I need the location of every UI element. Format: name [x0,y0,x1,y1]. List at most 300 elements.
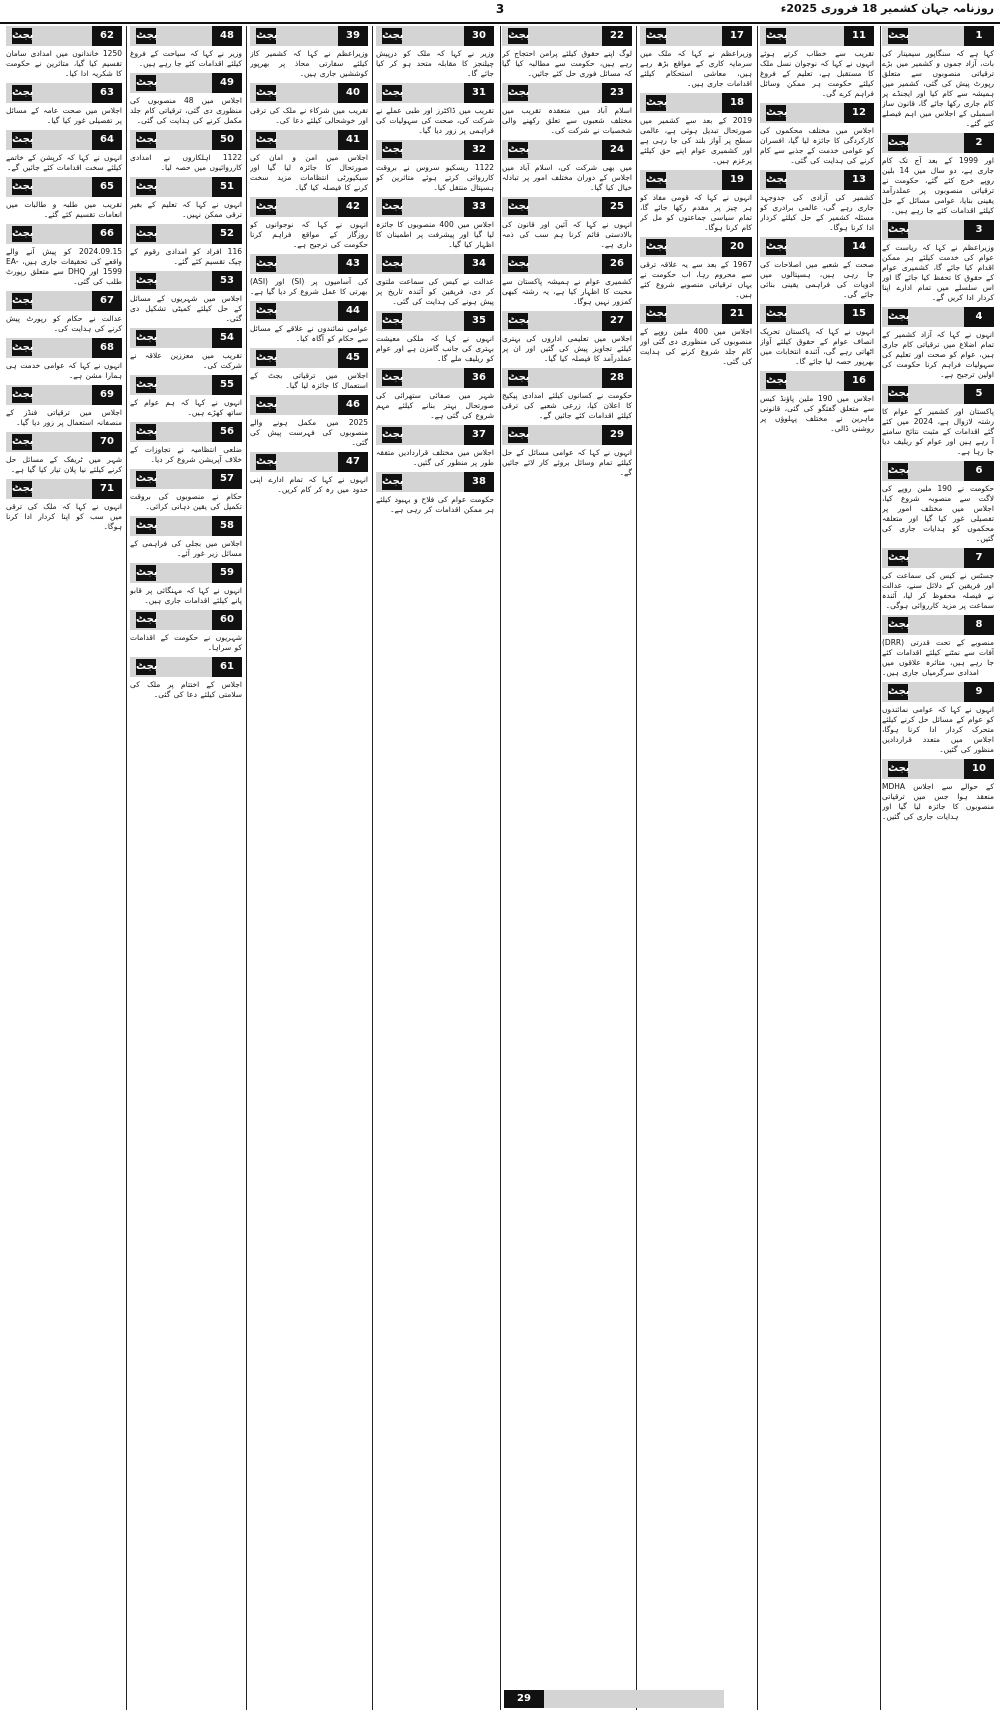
news-item-number: 34 [464,254,494,274]
news-item-body: انہوں نے کہا کہ تعلیم کے بغیر ترقی ممکن نہیں۔ [130,200,242,219]
news-item-body: عدالت نے حکام کو رپورٹ پیش کرنے کی ہدایت کی۔ [6,314,122,333]
news-item-badge: بجٹ [136,518,156,534]
news-item-header [502,83,632,103]
news-item-badge: بجٹ [136,273,156,289]
news-item-header [502,140,632,160]
news-item-number: 65 [92,177,122,197]
news-item-header [6,26,122,46]
news-item-badge: بجٹ [136,612,156,628]
news-item-body: اجلاس میں تعلیمی اداروں کی بہتری کیلئے تجاویز پیش کی گئیں اور ان پر عملدرآمد کا فیصلہ کیا گیا۔ [502,334,632,363]
news-item-number: 53 [212,271,242,291]
news-item-body: انہوں نے کہا کہ آئین اور قانون کی بالادستی قائم کرنا ہم سب کی ذمہ داری ہے۔ [502,220,632,249]
news-item-body: (DRR) منصوبے کے تحت قدرتی آفات سے نمٹنے کیلئے اقدامات کئے جا رہے ہیں، متاثرہ علاقوں میں امدادی سرگرمیاں جاری ہیں۔ [882,638,994,677]
news-item-badge: بجٹ [888,135,908,151]
news-item [376,83,494,136]
news-item-badge: بجٹ [382,85,402,101]
news-item [640,93,752,166]
news-item-number: 8 [964,615,994,635]
news-item-header [250,83,368,103]
news-item-body: اجلاس میں صحت عامہ کے مسائل پر تفصیلی غور کیا گیا۔ [6,106,122,125]
news-item-body: تقریب میں شرکاء نے ملک کی ترقی اور خوشحالی کیلئے دعا کی۔ [250,106,368,125]
news-item-body: انہوں نے کہا کہ ملکی معیشت بہتری کی جانب گامزن ہے اور عوام کو ریلیف ملے گا۔ [376,334,494,363]
news-item-badge: بجٹ [12,481,32,497]
news-item-number: 1 [964,26,994,46]
news-item-header [882,220,994,240]
news-item-body: کشمیری عوام نے ہمیشہ پاکستان سے محبت کا اظہار کیا ہے، یہ رشتہ کبھی کمزور نہیں ہوگا۔ [502,277,632,306]
news-item [376,254,494,307]
masthead [0,0,1000,24]
news-item-badge: بجٹ [888,617,908,633]
column-rule [126,26,127,1710]
news-item-badge: بجٹ [136,565,156,581]
news-item [6,224,122,287]
news-item-body: اجلاس میں 48 منصوبوں کی منظوری دی گئی، ترقیاتی کام جلد مکمل کرنے کی ہدایت کی گئی۔ [130,96,242,125]
news-item [502,83,632,136]
news-item-header [502,197,632,217]
news-item-number: 23 [602,83,632,103]
news-item [250,452,368,495]
news-item-number: 14 [844,237,874,257]
news-item-number: 21 [722,304,752,324]
news-item-number: 40 [338,83,368,103]
news-item [376,472,494,515]
news-item-number: 2 [964,133,994,153]
news-item-number: 71 [92,479,122,499]
news-item-badge: بجٹ [12,179,32,195]
news-item [130,516,242,559]
news-item [6,83,122,126]
news-item [6,177,122,220]
column-rule [880,26,881,1710]
news-item-number: 47 [338,452,368,472]
news-item [130,26,242,69]
news-item-header [6,177,122,197]
news-item-number: 49 [212,73,242,93]
news-item-header [130,375,242,395]
news-item-number: 32 [464,140,494,160]
news-item [882,461,994,544]
news-item-number: 30 [464,26,494,46]
news-item-header [130,130,242,150]
news-item-body: اجلاس میں مختلف قراردادیں متفقہ طور پر منظور کی گئیں۔ [376,448,494,467]
news-item-body: تقریب میں ڈاکٹرز اور طبی عملے نے شرکت کی، صحت کی سہولیات کی فراہمی پر زور دیا گیا۔ [376,106,494,135]
news-item-header [250,301,368,321]
news-item-badge: بجٹ [646,172,666,188]
news-item-badge: بجٹ [382,199,402,215]
news-item-header [6,130,122,150]
news-item [882,384,994,457]
news-item-badge: بجٹ [136,28,156,44]
column-8 [6,26,122,1710]
news-item-header [640,304,752,324]
news-item-badge: بجٹ [12,434,32,450]
news-item-badge: بجٹ [766,373,786,389]
news-item-number: 56 [212,422,242,442]
news-item-badge: بجٹ [646,306,666,322]
news-item-number: 69 [92,385,122,405]
news-item-number: 37 [464,425,494,445]
news-item [760,304,874,367]
news-item [130,328,242,371]
news-item-badge: بجٹ [136,75,156,91]
news-item-number: 52 [212,224,242,244]
news-item-badge: بجٹ [256,350,276,366]
news-item-number: 43 [338,254,368,274]
news-item-number: 17 [722,26,752,46]
news-item [502,425,632,478]
news-item [882,615,994,678]
news-item-header [376,425,494,445]
news-item-header [130,224,242,244]
news-item [640,170,752,233]
news-item-header [130,657,242,677]
news-item-badge: بجٹ [646,239,666,255]
news-item-badge: بجٹ [508,85,528,101]
news-item [130,73,242,126]
news-item-header [6,291,122,311]
news-item-number: 24 [602,140,632,160]
news-item [250,254,368,297]
news-item-number: 27 [602,311,632,331]
news-item-number: 25 [602,197,632,217]
news-item-header [250,130,368,150]
news-item [502,311,632,364]
news-item-badge: بجٹ [256,132,276,148]
news-item-body: عوامی نمائندوں نے علاقے کے مسائل سے حکام کو آگاہ کیا۔ [250,324,368,343]
news-item-badge: بجٹ [888,386,908,402]
news-item-badge: بجٹ [508,427,528,443]
news-item-body: شہر میں ٹریفک کے مسائل حل کرنے کیلئے نیا پلان تیار کیا گیا ہے۔ [6,455,122,474]
news-item [882,682,994,755]
news-item-header [882,307,994,327]
news-item-badge: بجٹ [12,85,32,101]
news-item-body: صحت کے شعبے میں اصلاحات کی جا رہی ہیں، ہسپتالوں میں ادویات کی فراہمی یقینی بنائی جائے گی۔ [760,260,874,299]
news-item-badge: بجٹ [888,309,908,325]
news-item-body: وزیراعظم نے کہا کہ کشمیر کاز کیلئے سفارتی محاذ پر بھرپور کوششیں جاری ہیں۔ [250,49,368,78]
news-item-header [376,368,494,388]
news-item-body: اجلاس میں 190 ملین پاؤنڈ کیس سے متعلق گفتگو کی گئی، قانونی ماہرین نے مختلف پہلوؤں پر روشنی ڈالی۔ [760,394,874,433]
column-2 [760,26,874,1710]
news-item-body: انہوں نے کہا کہ نوجوانوں کو روزگار کے مواقع فراہم کرنا حکومت کی ترجیح ہے۔ [250,220,368,249]
news-item-header [130,328,242,348]
column-5 [376,26,494,1710]
news-item-body: تقریب میں طلبہ و طالبات میں انعامات تقسیم کئے گئے۔ [6,200,122,219]
news-item-badge: بجٹ [646,95,666,111]
column-rule [372,26,373,1710]
news-item-number: 9 [964,682,994,702]
news-item [130,657,242,700]
news-item-header [640,93,752,113]
news-item [376,197,494,250]
news-item-number: 4 [964,307,994,327]
news-item-badge: بجٹ [508,199,528,215]
news-item-header [882,461,994,481]
news-item-body: وزیراعظم نے کہا کہ ملک میں سرمایہ کاری کے مواقع بڑھ رہے ہیں، معاشی استحکام کیلئے اقدامات جاری ہیں۔ [640,49,752,88]
news-item-badge: بجٹ [136,330,156,346]
news-item [250,395,368,448]
news-item-body: اجلاس میں 400 منصوبوں کا جائزہ لیا گیا اور پیشرفت پر اطمینان کا اظہار کیا گیا۔ [376,220,494,249]
news-item [250,197,368,250]
news-item-number: 42 [338,197,368,217]
news-item-number: 28 [602,368,632,388]
news-item-body: شہریوں نے حکومت کے اقدامات کو سراہا۔ [130,633,242,652]
news-item-number: 66 [92,224,122,244]
news-item-header [502,254,632,274]
news-item-header [6,479,122,499]
news-item-number: 38 [464,472,494,492]
news-item-header [250,254,368,274]
news-item [882,759,994,822]
news-item [502,197,632,250]
news-item [250,348,368,391]
news-item-body: اجلاس میں 400 ملین روپے کے منصوبوں کی منظوری دی گئی اور کام جلد شروع کرنے کی ہدایت کی گئی۔ [640,327,752,366]
news-item-header [882,26,994,46]
news-item-badge: بجٹ [508,256,528,272]
news-item-badge: بجٹ [766,306,786,322]
news-item-badge: بجٹ [888,28,908,44]
news-item-number: 35 [464,311,494,331]
news-item-header [376,140,494,160]
news-item-header [6,432,122,452]
news-item [250,130,368,193]
news-item-badge: بجٹ [12,132,32,148]
news-item-body: 2025 میں مکمل ہونے والے منصوبوں کی فہرست پیش کی گئی۔ [250,418,368,447]
news-item-number: 62 [92,26,122,46]
news-item-number: 36 [464,368,494,388]
news-item-number: 67 [92,291,122,311]
news-item-badge: بجٹ [646,28,666,44]
news-item-number: 46 [338,395,368,415]
news-item-number: 22 [602,26,632,46]
news-item [760,237,874,300]
news-item-body: کشمیر کی آزادی کی جدوجہد جاری رہے گی، عالمی برادری کو مسئلہ کشمیر کے حل کیلئے کردار ادا کرنا ہوگا۔ [760,193,874,232]
news-item-badge: بجٹ [382,474,402,490]
news-item-badge: بجٹ [382,313,402,329]
news-item-body: انہوں نے کہا کہ آزاد کشمیر کے تمام اضلاع میں ترقیاتی کام جاری ہیں، عوام کو صحت اور تعلیم کی سہولیات فراہم کرنا حکومت کی اولین ترجیح ہے۔ [882,330,994,379]
news-item-header [502,26,632,46]
news-item [760,103,874,166]
news-item-badge: بجٹ [888,463,908,479]
news-item-body: 116 افراد کو امدادی رقوم کے چیک تقسیم کئے گئے۔ [130,247,242,266]
news-item-body: اجلاس میں شہریوں کے مسائل کے حل کیلئے کمیٹی تشکیل دی گئی۔ [130,294,242,323]
news-item [6,479,122,532]
news-item-number: 18 [722,93,752,113]
news-item-body: 1122 ریسکیو سروس نے بروقت کارروائی کرتے ہوئے متاثرین کو ہسپتال منتقل کیا۔ [376,163,494,192]
news-item-body: انہوں نے کہا کہ کرپشن کے خاتمے کیلئے سخت اقدامات کئے جائیں گے۔ [6,153,122,172]
news-item [6,130,122,173]
news-item-badge: بجٹ [766,28,786,44]
news-item [6,385,122,428]
news-item-badge: بجٹ [888,761,908,777]
news-item-header [376,311,494,331]
news-item-body: تقریب سے خطاب کرتے ہوئے انہوں نے کہا کہ نوجوان نسل ملک کا مستقبل ہے، تعلیم کے فروغ کیلئے حکومت ہر ممکن وسائل فراہم کرے گی۔ [760,49,874,98]
news-item [376,311,494,364]
news-item-badge: بجٹ [136,179,156,195]
news-item-header [130,469,242,489]
news-item-number: 68 [92,338,122,358]
news-item-number: 50 [212,130,242,150]
news-item-number: 7 [964,548,994,568]
news-item-header [760,103,874,123]
news-item-header [882,548,994,568]
news-item [130,422,242,465]
news-item-badge: بجٹ [12,28,32,44]
news-item-number: 12 [844,103,874,123]
news-item [502,140,632,193]
news-item-number: 33 [464,197,494,217]
news-item [502,368,632,421]
news-item-body: 2019 کے بعد سے کشمیر میں صورتحال تبدیل ہوئی ہے، عالمی سطح پر آواز بلند کی جا رہی ہے اور کشمیری عوام اپنے حق کیلئے پرعزم ہیں۔ [640,116,752,165]
news-item-body: (ASI) اور (SI) کی آسامیوں پر بھرتی کا عمل شروع کر دیا گیا ہے۔ [250,277,368,296]
news-item-header [250,395,368,415]
news-item [130,469,242,512]
news-item-body: MDHA کے حوالے سے اجلاس منعقد ہوا جس میں ترقیاتی منصوبوں کا جائزہ لیا گیا اور ہدایات جاری کی گئیں۔ [882,782,994,821]
news-item [130,563,242,606]
news-item-header [882,615,994,635]
news-item-number: 64 [92,130,122,150]
news-item-body: انہوں نے کہا کہ ملک کی ترقی میں سب کو اپنا کردار ادا کرنا ہوگا۔ [6,502,122,531]
news-item-number: 5 [964,384,994,404]
column-rule [757,26,758,1710]
news-item-header [6,83,122,103]
news-item-header [130,422,242,442]
news-item [640,304,752,367]
news-item [6,291,122,334]
news-item-number: 58 [212,516,242,536]
news-item-header [130,563,242,583]
news-item [130,177,242,220]
news-item [882,26,994,129]
news-item-body: وزیراعظم نے کہا کہ ریاست کے عوام کی خدمت کیلئے ہر ممکن اقدام کیا جائے گا، کشمیری عوام کے حقوق کا تحفظ کیا جائے گا اور اس سلسلے میں تمام ادارے اپنا کردار ادا کریں گے۔ [882,243,994,302]
news-item-number: 29 [602,425,632,445]
news-item-body: حکومت نے کسانوں کیلئے امدادی پیکیج کا اعلان کیا، زرعی شعبے کی ترقی کیلئے اقدامات کئے جائیں گے۔ [502,391,632,420]
news-item-badge: بجٹ [256,85,276,101]
news-item-number: 59 [212,563,242,583]
news-item-number: 15 [844,304,874,324]
news-item-body: اجلاس کے اختتام پر ملک کی سلامتی کیلئے دعا کی گئی۔ [130,680,242,699]
news-item [760,26,874,99]
masthead-title: روزنامہ جہان کشمیر 18 فروری 2025ء [780,2,994,15]
news-item-header [6,338,122,358]
news-item-badge: بجٹ [766,239,786,255]
news-item-badge: بجٹ [136,226,156,242]
news-item-header [760,304,874,324]
news-item-header [760,170,874,190]
news-item-number: 3 [964,220,994,240]
news-item-badge: بجٹ [382,370,402,386]
news-item [882,548,994,611]
news-item-body: انہوں نے کہا کہ پاکستان تحریک انصاف عوام کے حقوق کیلئے آواز اٹھاتی رہے گی، آئندہ انتخابات میں بھرپور حصہ لیا جائے گا۔ [760,327,874,366]
news-item-header [640,237,752,257]
news-item [130,375,242,418]
news-item-number: 63 [92,83,122,103]
news-item-badge: بجٹ [766,172,786,188]
news-item-number: 13 [844,170,874,190]
news-item-body: تقریب میں معززین علاقہ نے شرکت کی۔ [130,351,242,370]
news-item [6,26,122,79]
news-item-body: 1250 خاندانوں میں امدادی سامان تقسیم کیا گیا، متاثرین نے حکومت کا شکریہ ادا کیا۔ [6,49,122,78]
news-item-number: 20 [722,237,752,257]
news-item-body: اور 1999 کے بعد آج تک کام جاری ہے، دو سال میں 14 بلین روپے خرچ کئے گئے، حکومت نے ترقیاتی منصوبوں پر عملدرآمد یقینی بنایا، عوامی مسائل کے حل کیلئے اقدامات کئے جا رہے ہیں۔ [882,156,994,215]
news-item [640,26,752,89]
news-item-body: 2024.09.15 کو پیش آنے والے واقعے کی تحقیقات جاری ہیں، EA-1599 اور DHQ سے متعلق رپورٹ طلب کی گئی۔ [6,247,122,286]
news-item-body: لوگ اپنے حقوق کیلئے پرامن احتجاج کر رہے ہیں، حکومت سے مطالبہ کیا گیا کہ مسائل فوری حل کئے جائیں۔ [502,49,632,78]
news-item-number: 19 [722,170,752,190]
news-item-badge: بجٹ [508,142,528,158]
news-item-badge: بجٹ [382,427,402,443]
news-item-body: 1122 اہلکاروں نے امدادی کارروائیوں میں حصہ لیا۔ [130,153,242,172]
news-item-badge: بجٹ [382,256,402,272]
news-item-body: اسلام آباد میں منعقدہ تقریب میں مختلف شعبوں سے تعلق رکھنے والی شخصیات نے شرکت کی۔ [502,106,632,135]
news-item-badge: بجٹ [136,377,156,393]
news-item-badge: بجٹ [256,454,276,470]
news-item-body: حکومت عوام کی فلاح و بہبود کیلئے ہر ممکن اقدامات کر رہی ہے۔ [376,495,494,514]
news-item-body: وزیر نے کہا کہ سیاحت کے فروغ کیلئے اقدامات کئے جا رہے ہیں۔ [130,49,242,68]
news-item-header [130,26,242,46]
news-item-header [250,452,368,472]
news-item-body: اجلاس میں ترقیاتی بجٹ کے استعمال کا جائزہ لیا گیا۔ [250,371,368,390]
column-rule [636,26,637,1710]
news-item-number: 45 [338,348,368,368]
news-item-header [640,26,752,46]
news-item [6,432,122,475]
news-item-badge: بجٹ [382,142,402,158]
news-item [882,133,994,216]
news-item-header [6,385,122,405]
news-item-number: 55 [212,375,242,395]
news-item-number: 44 [338,301,368,321]
news-item [376,425,494,468]
news-item-badge: بجٹ [256,397,276,413]
news-item-badge: بجٹ [12,293,32,309]
news-item-number: 6 [964,461,994,481]
news-item [130,271,242,324]
column-rule [246,26,247,1710]
news-item-badge: بجٹ [256,28,276,44]
news-item-header [502,368,632,388]
news-item-badge: بجٹ [256,303,276,319]
column-7 [130,26,242,1710]
news-item-body: انہوں نے کہا کہ عوامی خدمت ہی ہمارا مشن ہے۔ [6,361,122,380]
news-item-header [760,26,874,46]
news-item-body: پاکستان اور کشمیر کے عوام کا رشتہ لازوال ہے، 2024 میں کئے گئے اقدامات کے مثبت نتائج سامنے آ رہے ہیں اور عوام کو ریلیف دیا جا رہا ہے۔ [882,407,994,456]
news-item-header [760,237,874,257]
news-item-body: حکام نے منصوبوں کی بروقت تکمیل کی یقین دہانی کرائی۔ [130,492,242,511]
column-6 [250,26,368,1710]
column-1 [882,26,994,1710]
news-item-body: میں بھی شرکت کی، اسلام آباد میں اجلاس کے دوران مختلف امور پر تبادلہ خیال کیا گیا۔ [502,163,632,192]
news-item [882,307,994,380]
news-item-number: 51 [212,177,242,197]
news-item-header [760,371,874,391]
news-item-badge: بجٹ [888,222,908,238]
news-item-number: 41 [338,130,368,150]
news-item-number: 31 [464,83,494,103]
news-item-badge: بجٹ [136,132,156,148]
news-item-number: 57 [212,469,242,489]
news-item-body: کہا ہے کہ سنگاپور سیمینار کی بات، آزاد جموں و کشمیر میں بڑے ترقیاتی منصوبوں سے متعلق رپورٹ پیش کی گئی، کشمیر میں ہمیشہ سے کام کیا اور ایجنڈے پر کام جاری رکھا جائے گا، قانون ساز اسمبلی کے اجلاس میں اہم فیصلے کئے گئے۔ [882,49,994,128]
news-item-body: انہوں نے کہا کہ قومی مفاد کو ہر چیز پر مقدم رکھا جائے گا، تمام سیاسی جماعتوں کو مل کر کام کرنا ہوگا۔ [640,193,752,232]
news-item-header [882,133,994,153]
news-item-header [6,224,122,244]
news-item [130,130,242,173]
news-item [376,140,494,193]
news-item-header [376,472,494,492]
bottom-story-number: 29 [504,1690,544,1708]
news-item-header [502,311,632,331]
news-item-badge: بجٹ [766,105,786,121]
news-item-badge: بجٹ [12,340,32,356]
